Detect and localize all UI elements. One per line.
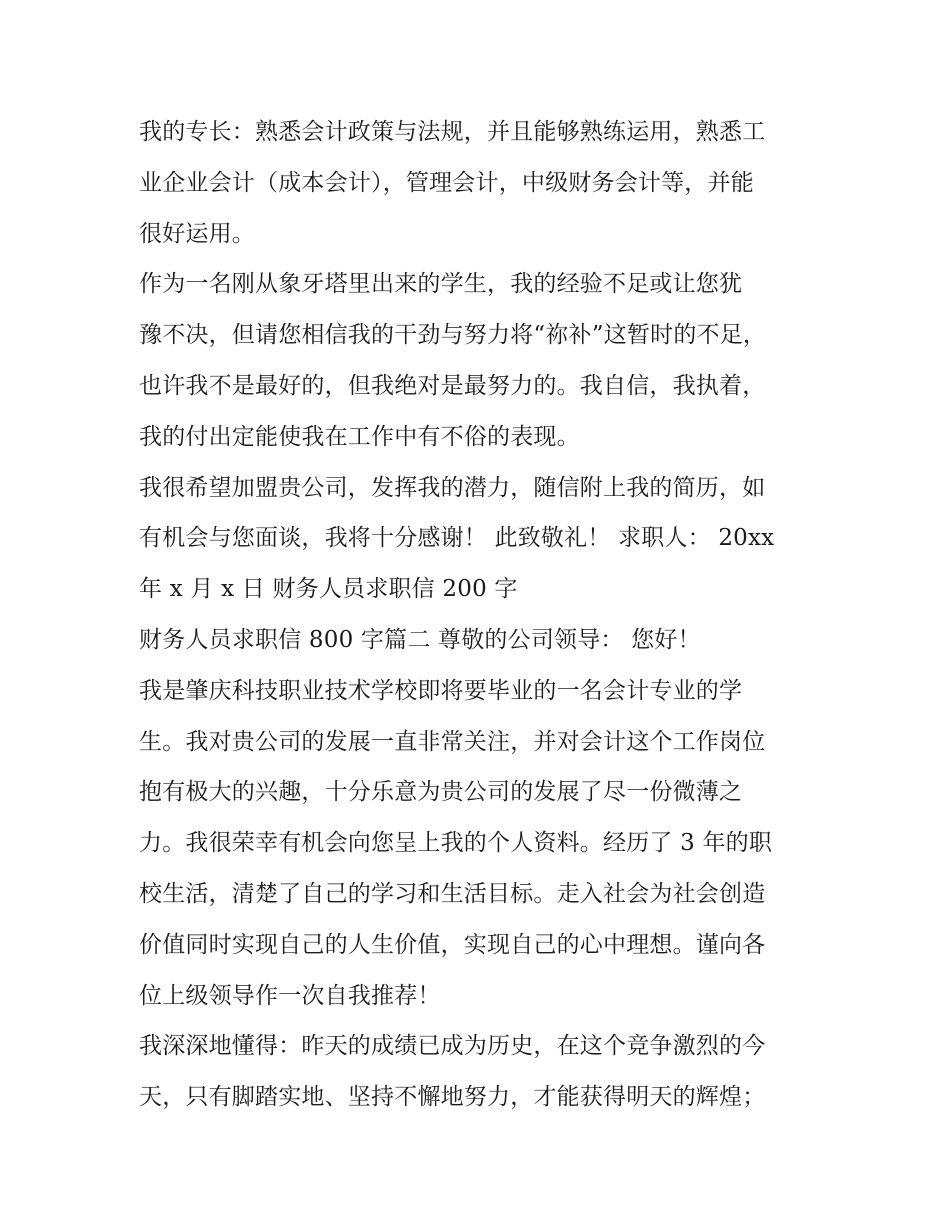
- text-line: 我是肇庆科技职业技术学校即将要毕业的一名会计专业的学: [139, 677, 743, 704]
- text-line: 我的专长：熟悉会计政策与法规，并且能够熟练运用，熟悉工: [139, 119, 766, 145]
- text-line: 天，只有脚踏实地、坚持不懈地努力，才能获得明天的辉煌；: [139, 1084, 766, 1111]
- text-line: 我深深地懂得：昨天的成绩已成为历史，在这个竞争激烈的今: [139, 1033, 766, 1060]
- text-line: 位上级领导作一次自我推荐！: [139, 982, 441, 1009]
- text-line: 豫不决，但请您相信我的干劲与努力将“祢补”这暂时的不足，: [139, 322, 767, 349]
- text-line: 生。我对贵公司的发展一直非常关注，并对会计这个工作岗位: [139, 728, 766, 755]
- text-line: 价值同时实现自己的人生价值，实现自己的心中理想。谨向各: [139, 931, 766, 958]
- text-line: 我的付出定能使我在工作中有不俗的表现。: [139, 423, 580, 450]
- text-line: 有机会与您面谈，我将十分感谢！ 此致敬礼！ 求职人： 20xx: [139, 525, 775, 552]
- text-line: 力。我很荣幸有机会向您呈上我的个人资料。经历了 3 年的职: [139, 830, 773, 857]
- text-line: 也许我不是最好的，但我绝对是最努力的。我自信，我执着，: [139, 372, 766, 399]
- text-line: 作为一名刚从象牙塔里出来的学生，我的经验不足或让您犹: [139, 271, 743, 298]
- text-line: 年 x 月 x 日 财务人员求职信 200 字: [139, 576, 518, 603]
- text-line: 校生活，清楚了自己的学习和生活目标。走入社会为社会创造: [139, 880, 766, 907]
- text-line: 很好运用。: [139, 220, 255, 247]
- text-line: 我很希望加盟贵公司，发挥我的潜力，随信附上我的简历，如: [139, 474, 766, 501]
- text-line: 抱有极大的兴趣，十分乐意为贵公司的发展了尽一份微薄之: [139, 779, 743, 806]
- text-line: 财务人员求职信 800 字篇二 尊敬的公司领导： 您好！: [139, 626, 701, 653]
- text-line: 业企业会计（成本会计），管理会计，中级财务会计等，并能: [139, 169, 754, 196]
- document-body: [139, 107, 829, 1123]
